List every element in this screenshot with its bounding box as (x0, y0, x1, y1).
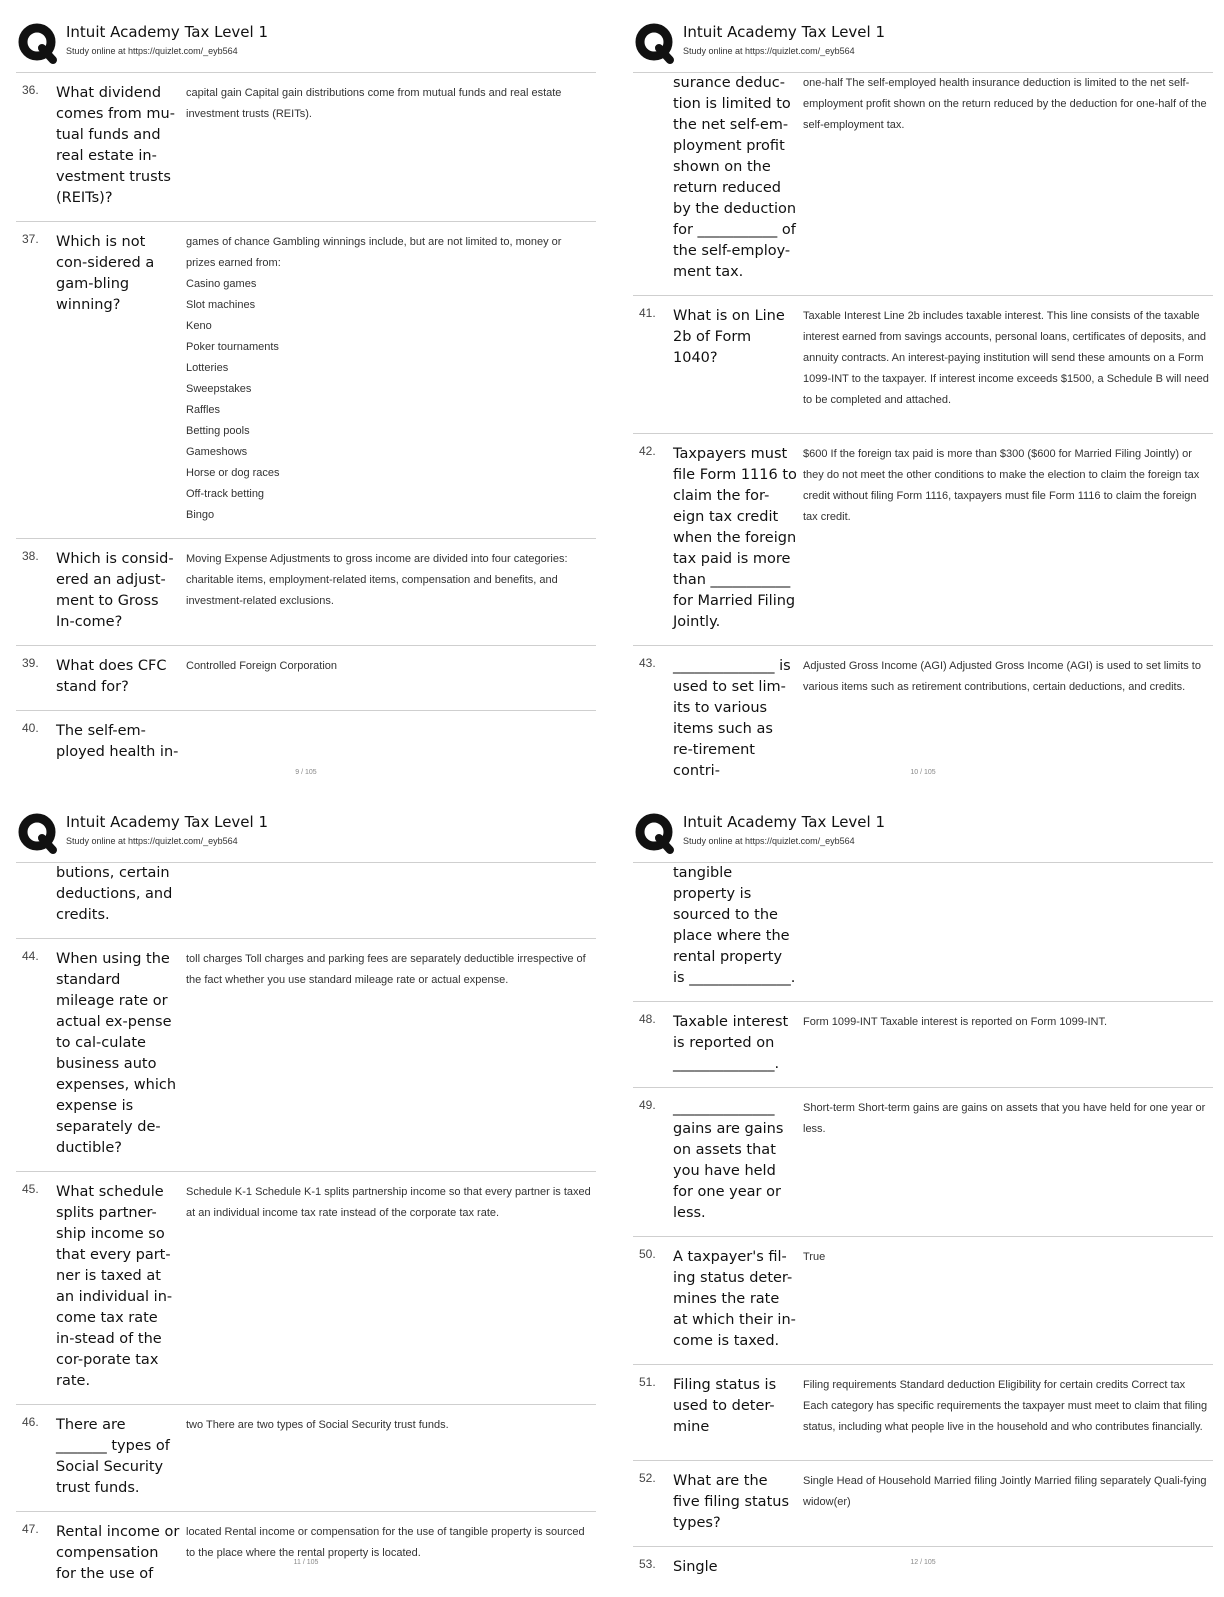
card-definition: Taxable Interest Line 2b includes taxable interest. This line consists of the taxable interest earned from savings accounts, personal loans, certificates of deposits, and annuity contracts. An interest-paying institution will send these amounts on a Form 1099-INT to the taxpayer. If interest income exceeds $1500, a Schedule B will need to be completed and attached. (803, 310, 1209, 406)
study-set-title: Intuit Academy Tax Level 1 (66, 813, 269, 831)
card-definition: $600 If the foreign tax paid is more than $300 ($600 for Married Filing Jointly) or they do not meet the other conditions to make the election to claim the foreign tax credit without filing Form 1116, taxpayers must file Form 1116 to claim the foreign tax credit. (803, 448, 1200, 523)
card-term: Taxable interest is reported on ______________. (673, 1014, 789, 1072)
page-header (633, 18, 1213, 73)
card-definition: two There are two types of Social Security trust funds. (186, 1419, 449, 1431)
page-header (16, 808, 596, 863)
study-set-url: Study online at https://quizlet.com/_eyb564 (683, 836, 855, 846)
card-number: 38. (22, 549, 39, 563)
card-number: 53. (639, 1557, 656, 1571)
quizlet-logo-icon (635, 23, 675, 63)
card-definition: Adjusted Gross Income (AGI) Adjusted Gross Income (AGI) is used to set limits to various items such as retirement contributions, certain deductions, and credits. (803, 660, 1201, 693)
card-term: Filing status is used to deter-mine (673, 1377, 777, 1435)
card-definition: Filing requirements Standard deduction Eligibility for certain credits Correct tax Each category has specific requirements the taxpayer must meet to claim that filing status, including what people live in the household and who contributes financially. (803, 1379, 1208, 1433)
study-set-url: Study online at https://quizlet.com/_eyb564 (66, 836, 238, 846)
card-number: 51. (639, 1375, 656, 1389)
page-header (633, 808, 1213, 863)
card-number: 45. (22, 1182, 39, 1196)
card-number: 48. (639, 1012, 656, 1026)
card-number: 52. (639, 1471, 656, 1485)
page-number: 10 / 105 (910, 769, 936, 776)
card-term: What schedule splits partner-ship income so that every part-ner is taxed at an individual in-come tax rate in-stead of the cor-porate tax rate. (56, 1184, 173, 1389)
page-header (16, 18, 596, 73)
card-definition: Schedule K-1 Schedule K-1 splits partnership income so that every partner is taxed at an individual income tax rate instead of the corporate tax rate. (186, 1186, 591, 1219)
flashcard-page-3 (16, 808, 596, 1582)
card-definition: Single Head of Household Married filing Jointly Married filing separately Quali-fying widow(er) (803, 1475, 1207, 1508)
study-set-title: Intuit Academy Tax Level 1 (683, 813, 886, 831)
card-definition: Moving Expense Adjustments to gross income are divided into four categories: charitable items, employment-related items, compensation and benefits, and investment-related exclusions. (186, 553, 568, 607)
card-definition: True (803, 1251, 826, 1263)
card-number: 50. (639, 1247, 656, 1261)
card-definition: Short-term Short-term gains are gains on assets that you have held for one year or less. (803, 1102, 1206, 1135)
card-definition: Form 1099-INT Taxable interest is reported on Form 1099-INT. (803, 1016, 1108, 1028)
quizlet-logo-icon (18, 23, 58, 63)
card-number: 36. (22, 83, 39, 97)
card-number: 43. (639, 656, 656, 670)
card-number: 42. (639, 444, 656, 458)
quizlet-logo-icon (18, 813, 58, 853)
card-number: 41. (639, 306, 656, 320)
card-term: Single (673, 1559, 718, 1575)
card-number: 44. (22, 949, 39, 963)
card-term: What does CFC stand for? (56, 658, 167, 695)
card-term: The self-em-ployed health in- (56, 723, 179, 760)
card-term: What dividend comes from mu-tual funds and real estate in-vestment trusts (REITs)? (56, 85, 175, 206)
card-definition: capital gain Capital gain distributions come from mutual funds and real estate investment trusts (REITs). (186, 87, 562, 120)
page-number: 11 / 105 (293, 1559, 319, 1566)
flashcard-page-2 (633, 18, 1213, 780)
card-number: 40. (22, 721, 39, 735)
card-number: 49. (639, 1098, 656, 1112)
flashcard-page-1 (16, 18, 596, 780)
card-term: Taxpayers must file Form 1116 to claim the for-eign tax credit when the foreign tax paid is more than ___________ for Married Filing Jointly. (673, 446, 797, 630)
flashcard-page-4 (633, 808, 1213, 1575)
card-number: 37. (22, 232, 39, 246)
study-set-title: Intuit Academy Tax Level 1 (683, 23, 886, 41)
card-term: What is on Line 2b of Form 1040? (673, 308, 785, 366)
card-definition: games of chance Gambling winnings include, but are not limited to, money or prizes earned from: Casino games Slot machines Keno Poker tournaments Lotteries Sweepstakes Raffles Betting pools Gameshows Horse or dog races Off-track betting Bingo (186, 236, 562, 521)
card-definition: located Rental income or compensation for the use of tangible property is sourced to the place where the rental property is located. (186, 1526, 585, 1559)
card-definition: one-half The self-employed health insurance deduction is limited to the net self-employment profit shown on the return reduced by the deduction for one-half of the self-employment tax. (803, 77, 1207, 131)
card-number: 47. (22, 1522, 39, 1536)
card-number: 46. (22, 1415, 39, 1429)
card-term: There are _______ types of Social Security trust funds. (56, 1417, 170, 1496)
card-term: tangible property is sourced to the place where the rental property is ______________. (673, 865, 796, 986)
card-definition: toll charges Toll charges and parking fees are separately deductible irrespective of the fact whether you use standard mileage rate or actual expense. (186, 953, 586, 986)
card-term: A taxpayer's fil-ing status deter-mines the rate at which their in-come is taxed. (673, 1249, 796, 1349)
card-term: Which is consid-ered an adjust-ment to Gross In-come? (56, 551, 174, 630)
card-term: Rental income or compensation for the use of (56, 1524, 180, 1582)
study-set-url: Study online at https://quizlet.com/_eyb564 (683, 46, 855, 56)
card-term: Which is not con-sidered a gam-bling winning? (56, 234, 155, 313)
card-term: When using the standard mileage rate or actual ex-pense to cal-culate business auto expenses, which expense is separately de-ductible? (56, 951, 177, 1156)
quizlet-logo-icon (635, 813, 675, 853)
card-term: surance deduc-tion is limited to the net self-em-ployment profit shown on the return reduced by the deduction for ___________ of the self-employ-ment tax. (673, 75, 797, 280)
card-term: ______________ is used to set lim-its to various items such as re-tirement contri- (673, 658, 791, 779)
study-set-title: Intuit Academy Tax Level 1 (66, 23, 269, 41)
card-definition: Controlled Foreign Corporation (186, 660, 338, 672)
card-term: butions, certain deductions, and credits. (56, 865, 173, 923)
study-set-url: Study online at https://quizlet.com/_eyb564 (66, 46, 238, 56)
card-number: 39. (22, 656, 39, 670)
page-number: 9 / 105 (295, 769, 317, 776)
page-number: 12 / 105 (910, 1559, 936, 1566)
card-term: ______________ gains are gains on assets that you have held for one year or less. (673, 1100, 784, 1221)
card-term: What are the five filing status types? (673, 1473, 789, 1531)
